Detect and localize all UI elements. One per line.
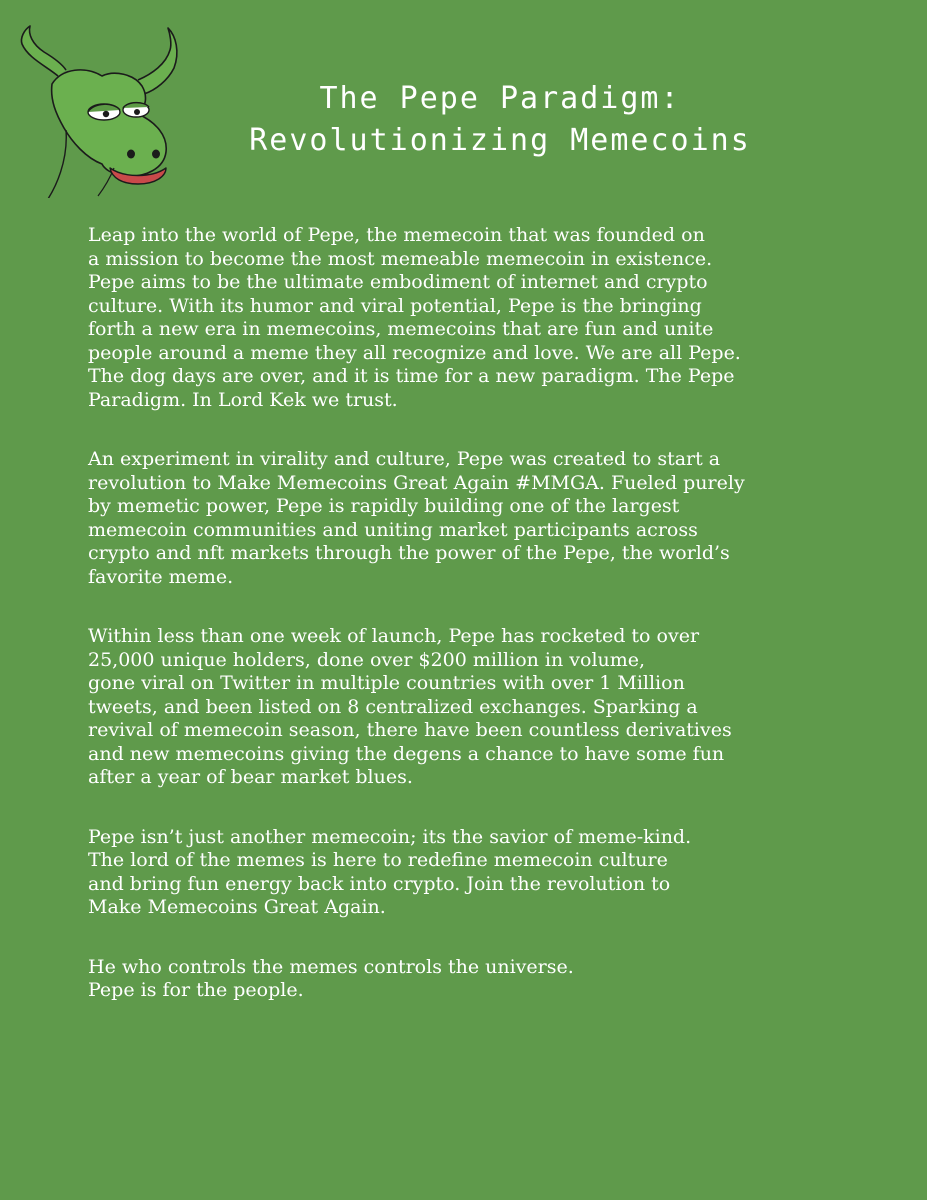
text-line: forth a new era in memecoins, memecoins that are fun and unite bbox=[88, 318, 714, 340]
text-line: Leap into the world of Pepe, the memecoin that was founded on bbox=[88, 224, 705, 246]
pepe-bull-icon bbox=[6, 18, 181, 198]
text-line: a mission to become the most memeable memecoin in existence. bbox=[88, 247, 713, 270]
text-line: Paradigm. In Lord Kek we trust. bbox=[88, 388, 398, 411]
page-title bbox=[180, 78, 820, 162]
paragraph-closing bbox=[88, 956, 888, 1003]
text-line: Within less than one week of launch, Pepe has rocketed to over bbox=[88, 625, 700, 647]
text-line: gone viral on Twitter in multiple countries with over 1 Million bbox=[88, 672, 685, 694]
text-line: The dog days are over, and it is time for a new paradigm. The Pepe bbox=[88, 365, 735, 387]
text-line: Pepe aims to be the ultimate embodiment of internet and crypto bbox=[88, 271, 708, 293]
text-line: culture. With its humor and viral potential, Pepe is the bringing bbox=[88, 294, 702, 317]
text-line: Pepe is for the people. bbox=[88, 979, 304, 1001]
text-line: revolution to Make Memecoins Great Again #MMGA. Fueled purely bbox=[88, 471, 745, 494]
title-line-1: The Pepe Paradigm: bbox=[319, 81, 681, 116]
paragraph-experiment bbox=[88, 448, 888, 589]
text-line: An experiment in virality and culture, Pepe was created to start a bbox=[88, 448, 721, 470]
text-line: He who controls the memes controls the universe. bbox=[88, 955, 574, 978]
text-line: The lord of the memes is here to redefine memecoin culture bbox=[88, 849, 668, 871]
text-line: and new memecoins giving the degens a chance to have some fun bbox=[88, 742, 725, 765]
text-line: favorite meme. bbox=[88, 565, 234, 588]
text-line: memecoin communities and uniting market participants across bbox=[88, 518, 698, 541]
text-line: revival of memecoin season, there have been countless derivatives bbox=[88, 719, 732, 741]
paragraph-savior bbox=[88, 826, 888, 920]
text-line: after a year of bear market blues. bbox=[88, 766, 413, 788]
text-line: people around a meme they all recognize and love. We are all Pepe. bbox=[88, 341, 741, 364]
text-line: 25,000 unique holders, done over $200 million in volume, bbox=[88, 648, 646, 671]
title-line-2: Revolutionizing Memecoins bbox=[249, 123, 751, 158]
paragraph-intro bbox=[88, 224, 888, 412]
text-line: Make Memecoins Great Again. bbox=[88, 896, 386, 918]
text-line: tweets, and been listed on 8 centralized exchanges. Sparking a bbox=[88, 695, 698, 718]
text-line: and bring fun energy back into crypto. Join the revolution to bbox=[88, 872, 671, 895]
paragraph-launch bbox=[88, 625, 888, 790]
document-body bbox=[88, 224, 888, 1039]
text-line: crypto and nft markets through the power of the Pepe, the world’s bbox=[88, 542, 730, 564]
text-line: Pepe isn’t just another memecoin; its the savior of meme-kind. bbox=[88, 825, 692, 848]
text-line: by memetic power, Pepe is rapidly building one of the largest bbox=[88, 495, 680, 517]
